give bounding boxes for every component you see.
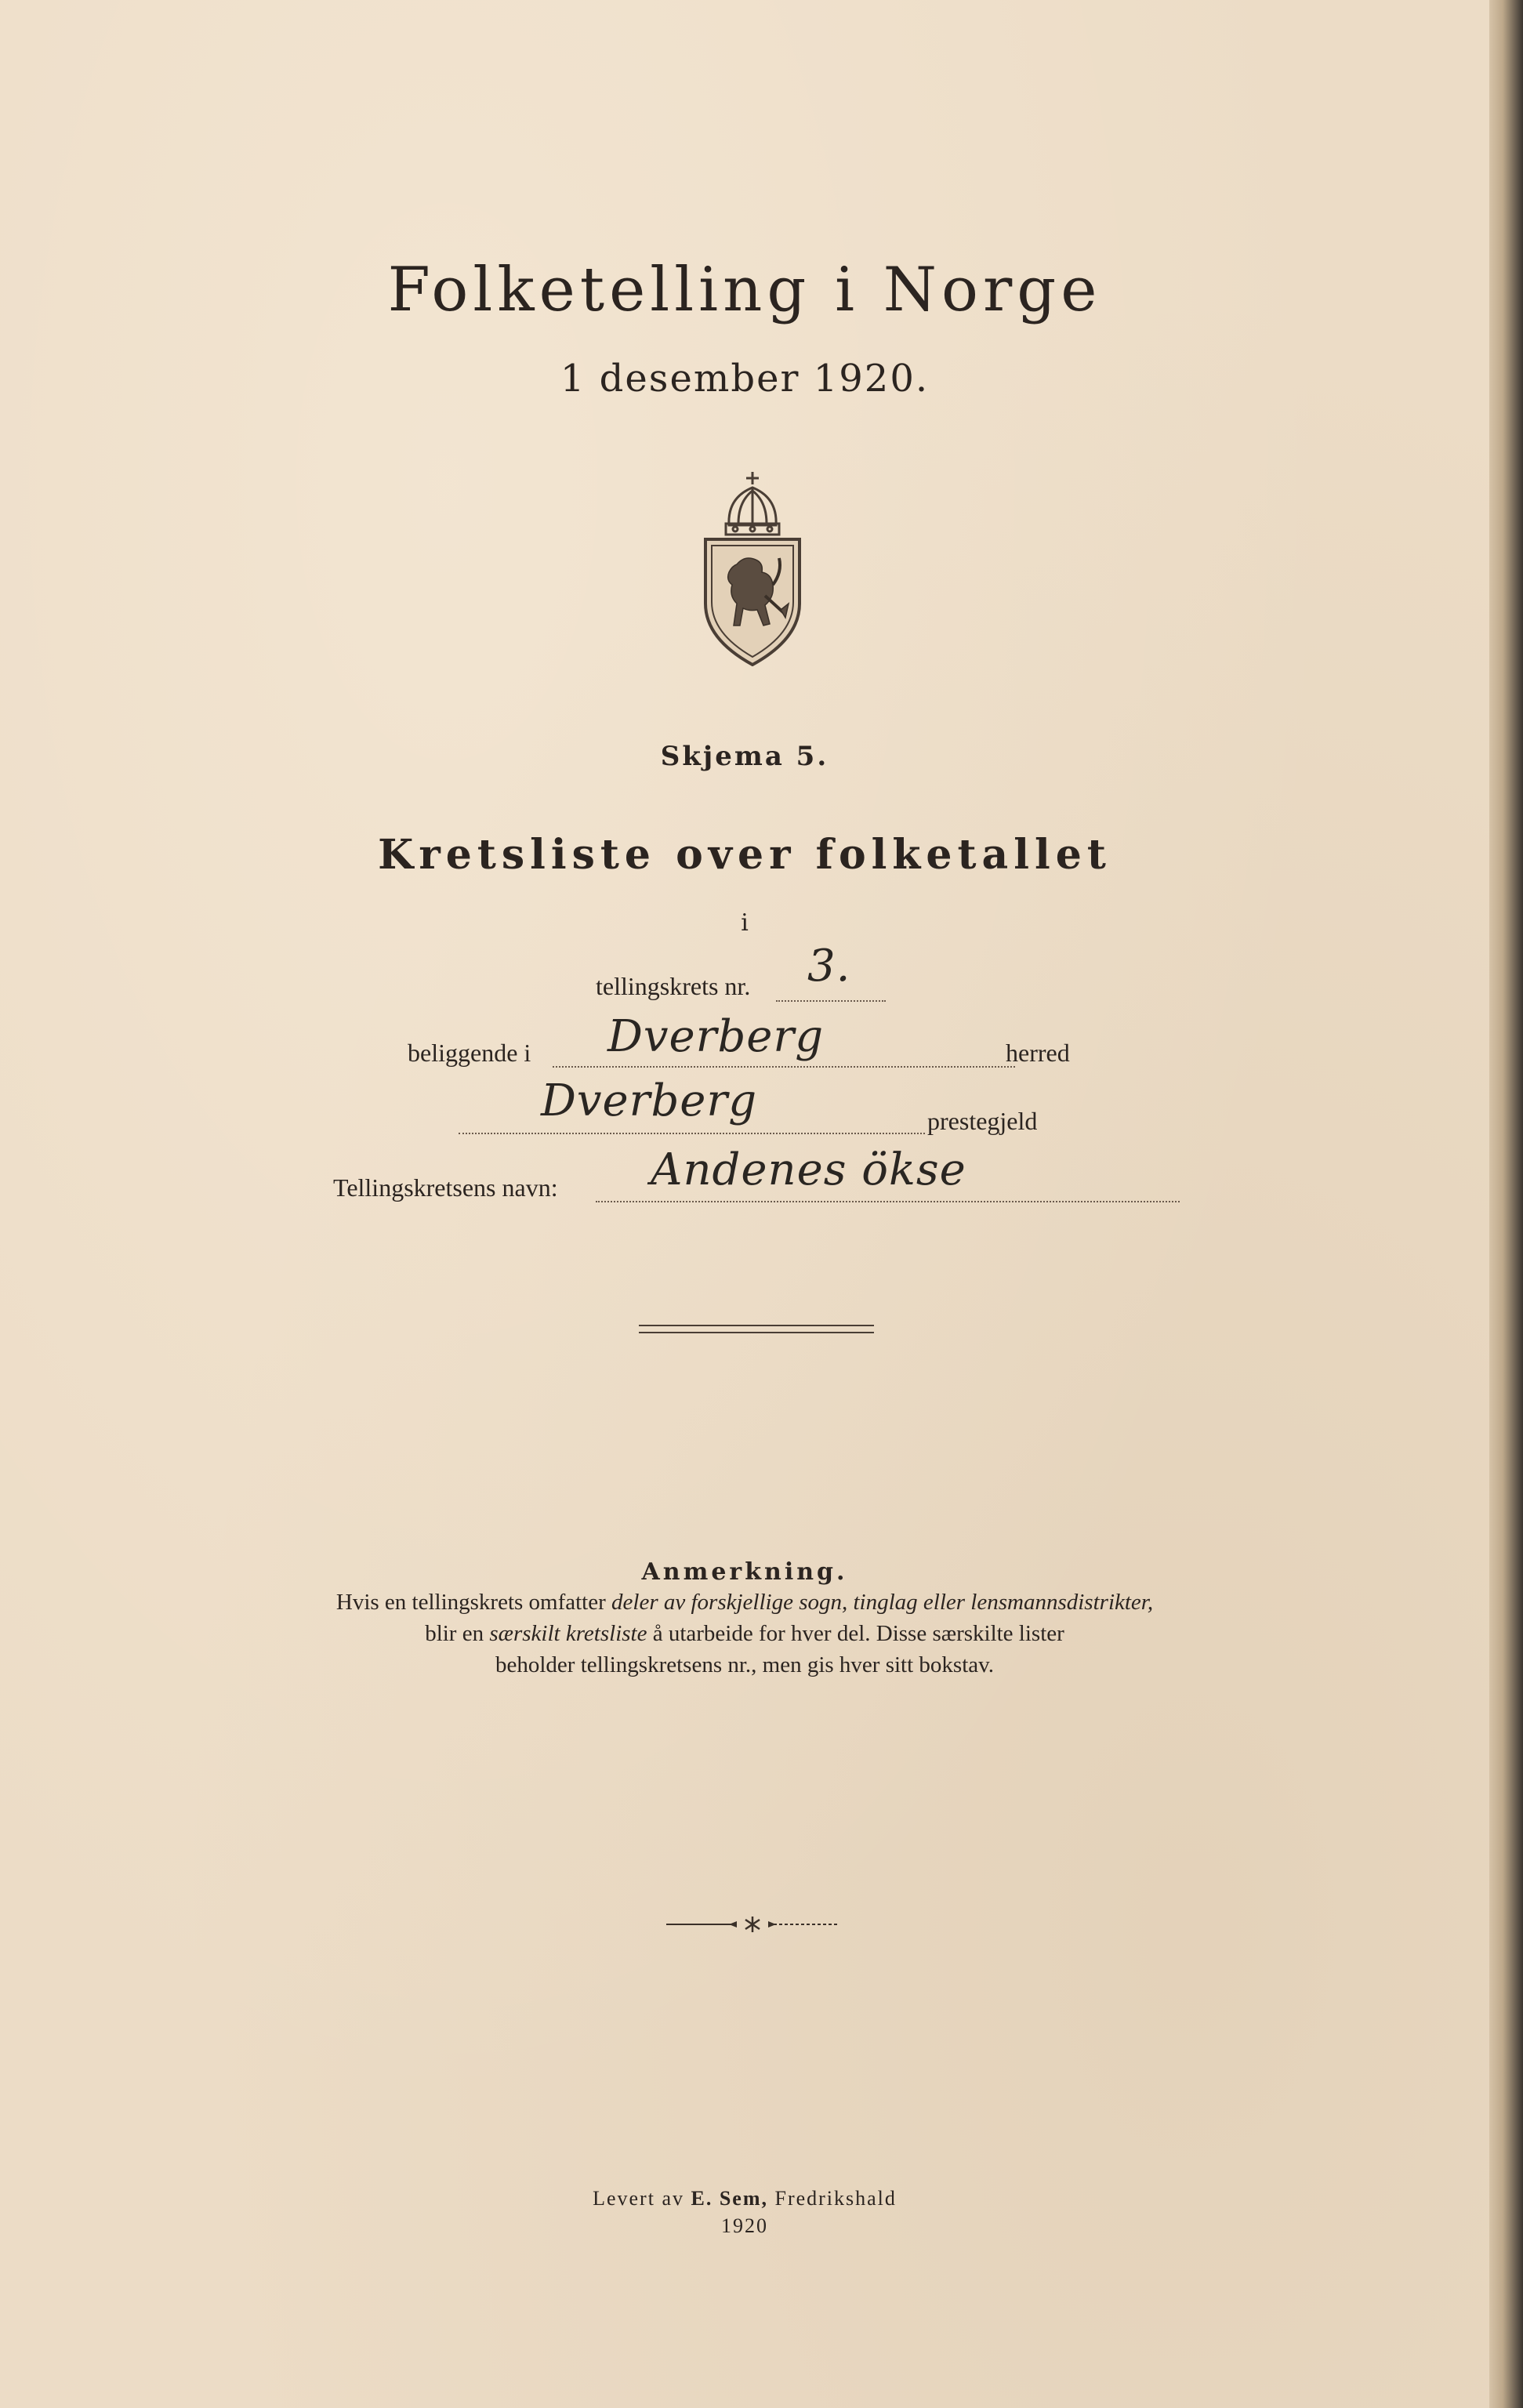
heading-connector: i	[741, 909, 749, 937]
printer-place: Fredrikshald	[774, 2187, 897, 2210]
district-name-label: Tellingskretsens navn:	[333, 1173, 558, 1202]
printer-name: E. Sem,	[691, 2187, 768, 2210]
form-heading: Kretsliste over folketallet	[378, 831, 1111, 879]
remark-line-2-plain-b: å utarbeide for hver del. Disse særskilte lister	[652, 1621, 1064, 1646]
herred-label: herred	[1006, 1039, 1070, 1067]
district-number-line	[776, 1000, 886, 1002]
located-in-value: Dverberg	[607, 1011, 825, 1062]
remark-line-2-italic: særskilt kretsliste	[489, 1621, 647, 1646]
district-number-value: 3.	[807, 941, 851, 992]
located-in-line	[553, 1066, 1015, 1068]
remark-heading: Anmerkning.	[641, 1558, 848, 1586]
ornament-divider-icon	[658, 1913, 847, 1936]
district-number-label: tellingskrets nr.	[596, 972, 751, 1000]
remark-line-2	[0, 1621, 1489, 1647]
page-title: Folketelling i Norge	[387, 255, 1102, 325]
norwegian-coat-of-arms-icon	[698, 470, 807, 666]
remark-line-1-plain: Hvis en tellingskrets omfatter	[335, 1590, 606, 1615]
printer-credit	[0, 2187, 1489, 2210]
census-date: 1 desember 1920.	[560, 357, 930, 401]
parish-line	[459, 1133, 925, 1134]
remark-line-3: beholder tellingskretsens nr., men gis hver sitt bokstav.	[495, 1652, 995, 1677]
parish-value: Dverberg	[541, 1075, 758, 1126]
remark-line-2-plain-a: blir en	[425, 1621, 484, 1646]
page-edge	[1489, 0, 1523, 2408]
parish-label: prestegjeld	[927, 1107, 1038, 1135]
remark-line-1	[0, 1590, 1489, 1616]
district-name-value: Andenes ökse	[651, 1144, 966, 1195]
district-name-line	[596, 1201, 1180, 1202]
remark-line-1-italic: deler av forskjellige sogn, tinglag eller lensmannsdistrikter,	[611, 1590, 1154, 1615]
printer-year: 1920	[721, 2214, 768, 2237]
located-in-label: beliggende i	[408, 1039, 531, 1067]
printer-prefix: Levert av	[593, 2187, 684, 2210]
schema-number: Skjema 5.	[660, 741, 829, 772]
section-divider	[639, 1325, 874, 1333]
